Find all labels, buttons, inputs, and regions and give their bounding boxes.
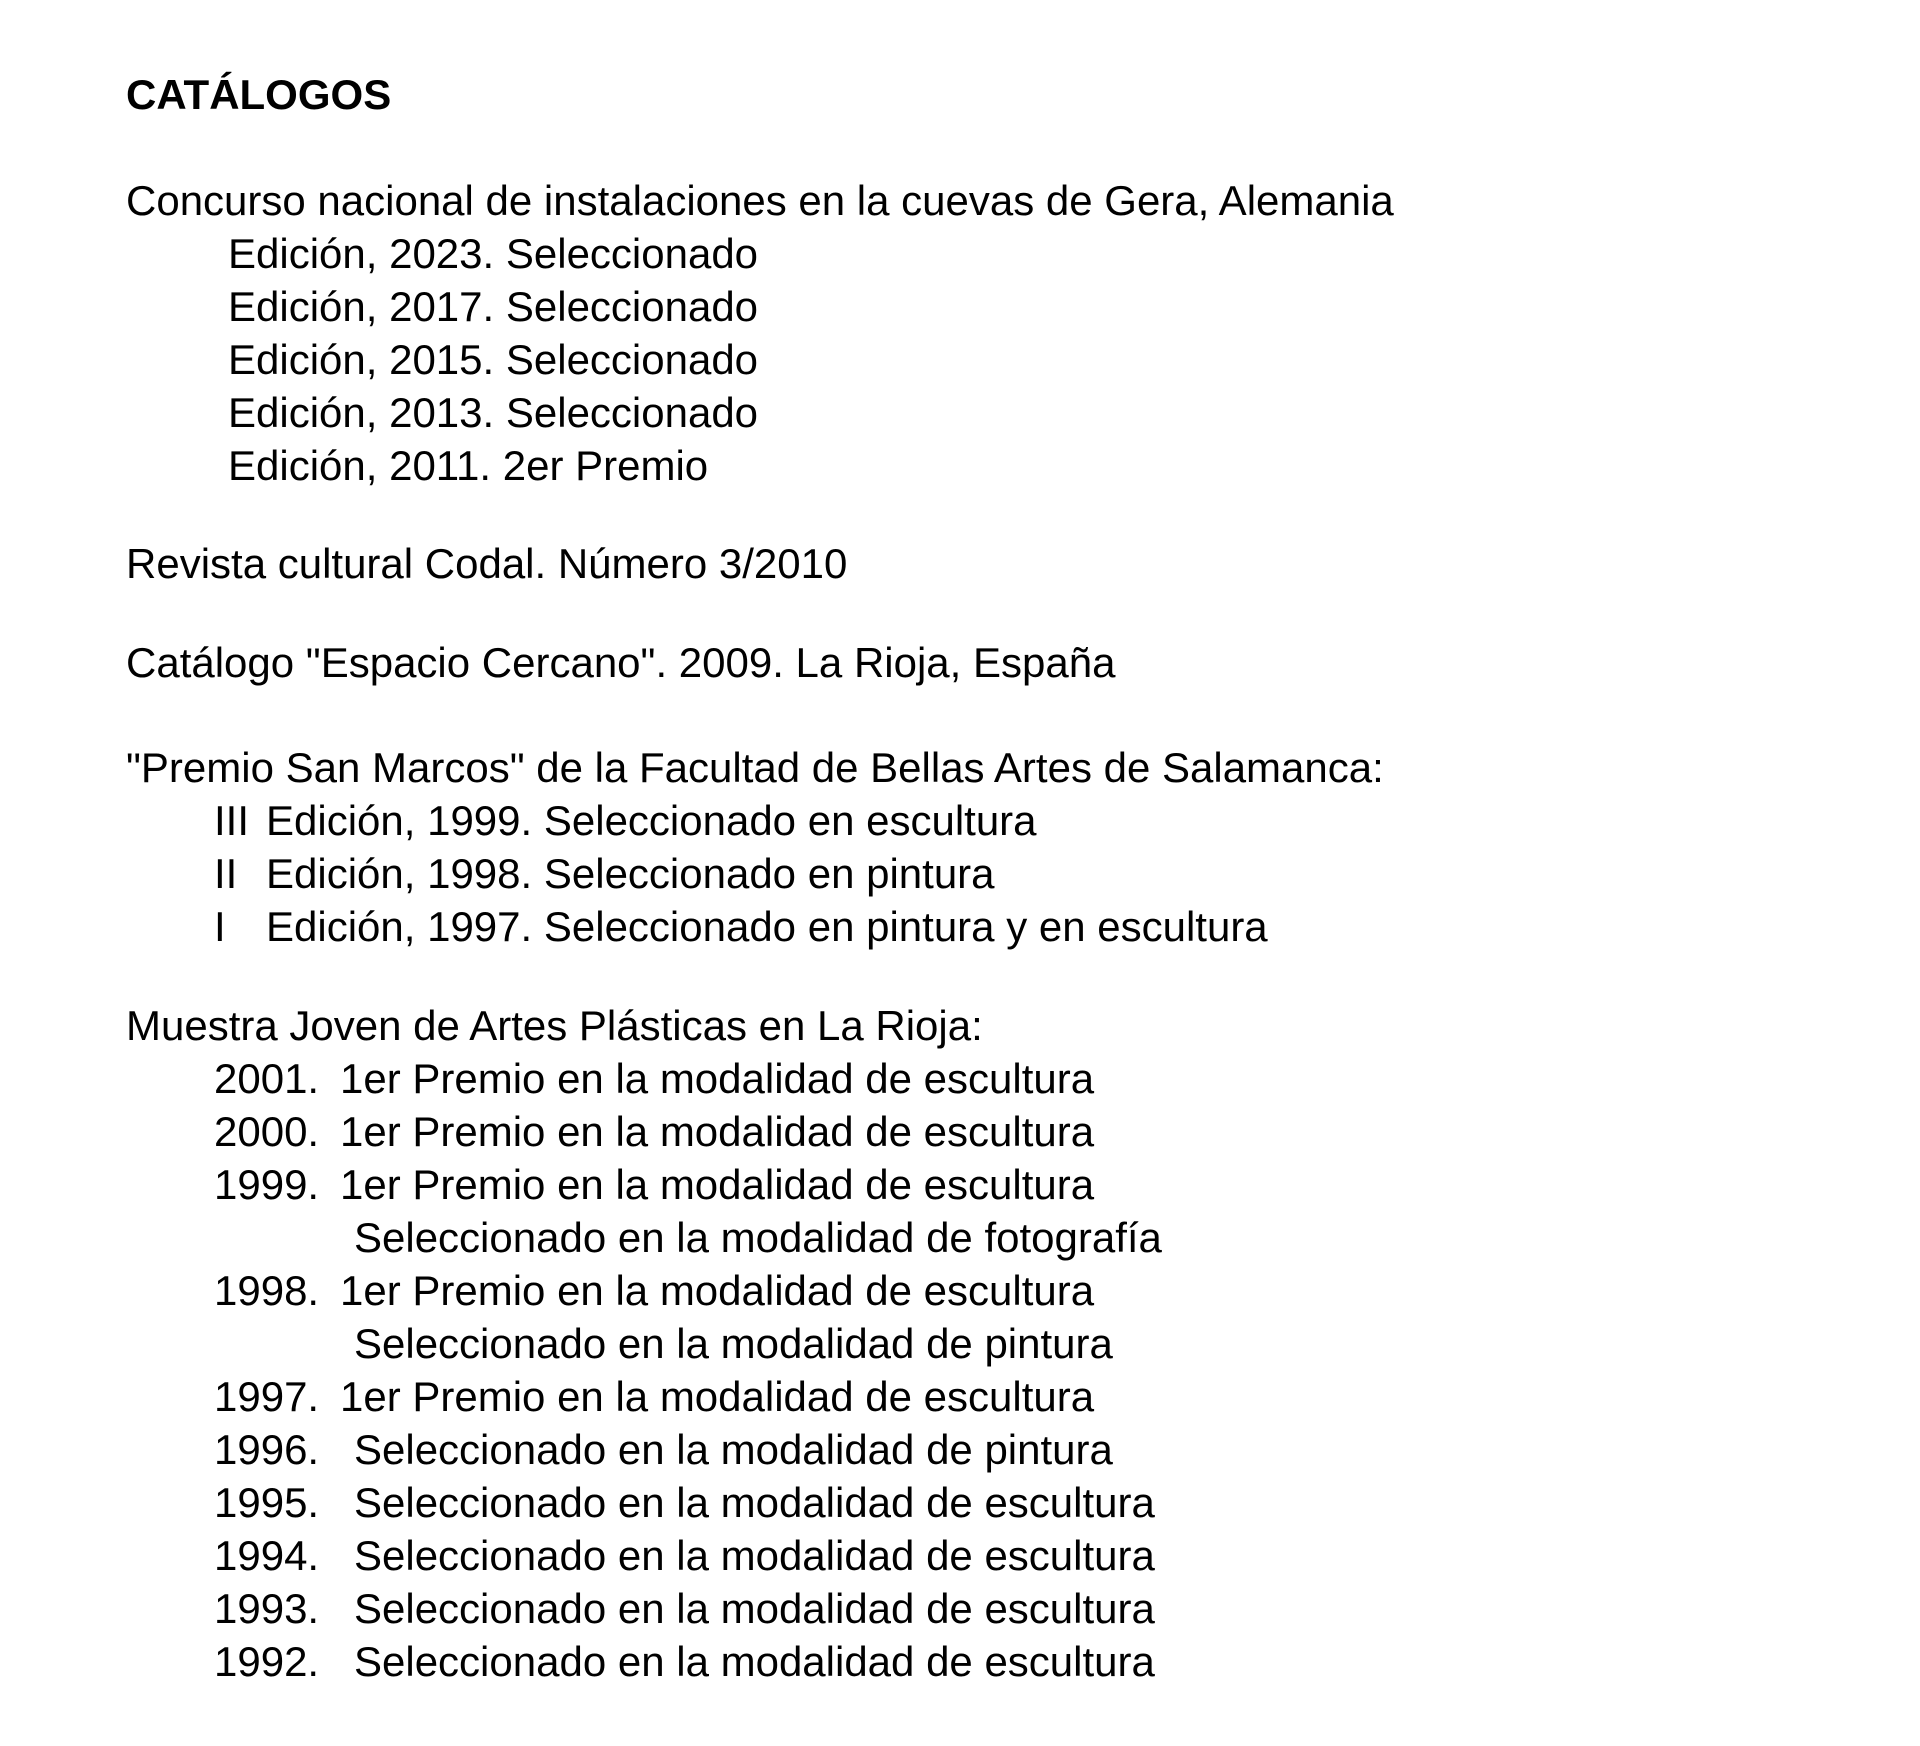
- san-marcos-text: Edición, 1997. Seleccionado en pintura y en escultura: [266, 903, 1268, 950]
- muestra-text: Seleccionado en la modalidad de pintura: [354, 1320, 1113, 1367]
- muestra-item-4: [0, 1213, 1920, 1263]
- muestra-item-1: [0, 1054, 1920, 1104]
- san-marcos-heading: "Premio San Marcos" de la Facultad de Bellas Artes de Salamanca:: [126, 744, 1384, 791]
- muestra-item-11: [0, 1584, 1920, 1634]
- san-marcos-text: Edición, 1999. Seleccionado en escultura: [266, 797, 1037, 844]
- muestra-item-8: [0, 1425, 1920, 1475]
- muestra-text: Seleccionado en la modalidad de escultura: [354, 1532, 1155, 1579]
- muestra-year: 1994.: [214, 1532, 320, 1579]
- muestra-text: Seleccionado en la modalidad de escultura: [354, 1479, 1155, 1526]
- muestra-item-10: [0, 1531, 1920, 1581]
- muestra-text: 1er Premio en la modalidad de escultura: [340, 1055, 1095, 1102]
- muestra-text: 1er Premio en la modalidad de escultura: [340, 1373, 1095, 1420]
- muestra-item-9: [0, 1478, 1920, 1528]
- espacio-cercano-entry: Catálogo "Espacio Cercano". 2009. La Rioja, España: [126, 639, 1116, 686]
- gera-heading: Concurso nacional de instalaciones en la cuevas de Gera, Alemania: [126, 177, 1394, 224]
- gera-item-5: Edición, 2011. 2er Premio: [228, 442, 709, 489]
- codal-entry: Revista cultural Codal. Número 3/2010: [126, 540, 848, 587]
- muestra-text: 1er Premio en la modalidad de escultura: [340, 1267, 1095, 1314]
- muestra-year: 1996.: [214, 1426, 320, 1473]
- muestra-item-12: [0, 1637, 1920, 1687]
- page-title: CATÁLOGOS: [126, 71, 392, 118]
- muestra-item-6: [0, 1319, 1920, 1369]
- muestra-year: 1997.: [214, 1373, 320, 1420]
- muestra-item-7: [0, 1372, 1920, 1422]
- gera-item-3: Edición, 2015. Seleccionado: [228, 336, 759, 383]
- muestra-year: 1992.: [214, 1638, 320, 1685]
- gera-item-4: Edición, 2013. Seleccionado: [228, 389, 759, 436]
- muestra-item-3: [0, 1160, 1920, 1210]
- san-marcos-item-2: [0, 849, 1920, 899]
- san-marcos-num: II: [214, 850, 238, 897]
- san-marcos-item-3: [0, 902, 1920, 952]
- muestra-text: Seleccionado en la modalidad de escultura: [354, 1585, 1155, 1632]
- gera-item-1: Edición, 2023. Seleccionado: [228, 230, 759, 277]
- muestra-year: 1993.: [214, 1585, 320, 1632]
- muestra-text: 1er Premio en la modalidad de escultura: [340, 1161, 1095, 1208]
- muestra-text: Seleccionado en la modalidad de pintura: [354, 1426, 1113, 1473]
- muestra-text: 1er Premio en la modalidad de escultura: [340, 1108, 1095, 1155]
- san-marcos-text: Edición, 1998. Seleccionado en pintura: [266, 850, 995, 897]
- muestra-year: 1995.: [214, 1479, 320, 1526]
- gera-item-2: Edición, 2017. Seleccionado: [228, 283, 759, 330]
- muestra-heading: Muestra Joven de Artes Plásticas en La Rioja:: [126, 1002, 983, 1049]
- san-marcos-num: III: [214, 797, 250, 844]
- muestra-item-5: [0, 1266, 1920, 1316]
- muestra-year: 2001.: [214, 1055, 320, 1102]
- muestra-item-2: [0, 1107, 1920, 1157]
- muestra-text: Seleccionado en la modalidad de escultura: [354, 1638, 1155, 1685]
- muestra-year: 2000.: [214, 1108, 320, 1155]
- muestra-year: 1999.: [214, 1161, 320, 1208]
- muestra-text: Seleccionado en la modalidad de fotografía: [354, 1214, 1162, 1261]
- san-marcos-item-1: [0, 796, 1920, 846]
- san-marcos-num: I: [214, 903, 226, 950]
- muestra-year: 1998.: [214, 1267, 320, 1314]
